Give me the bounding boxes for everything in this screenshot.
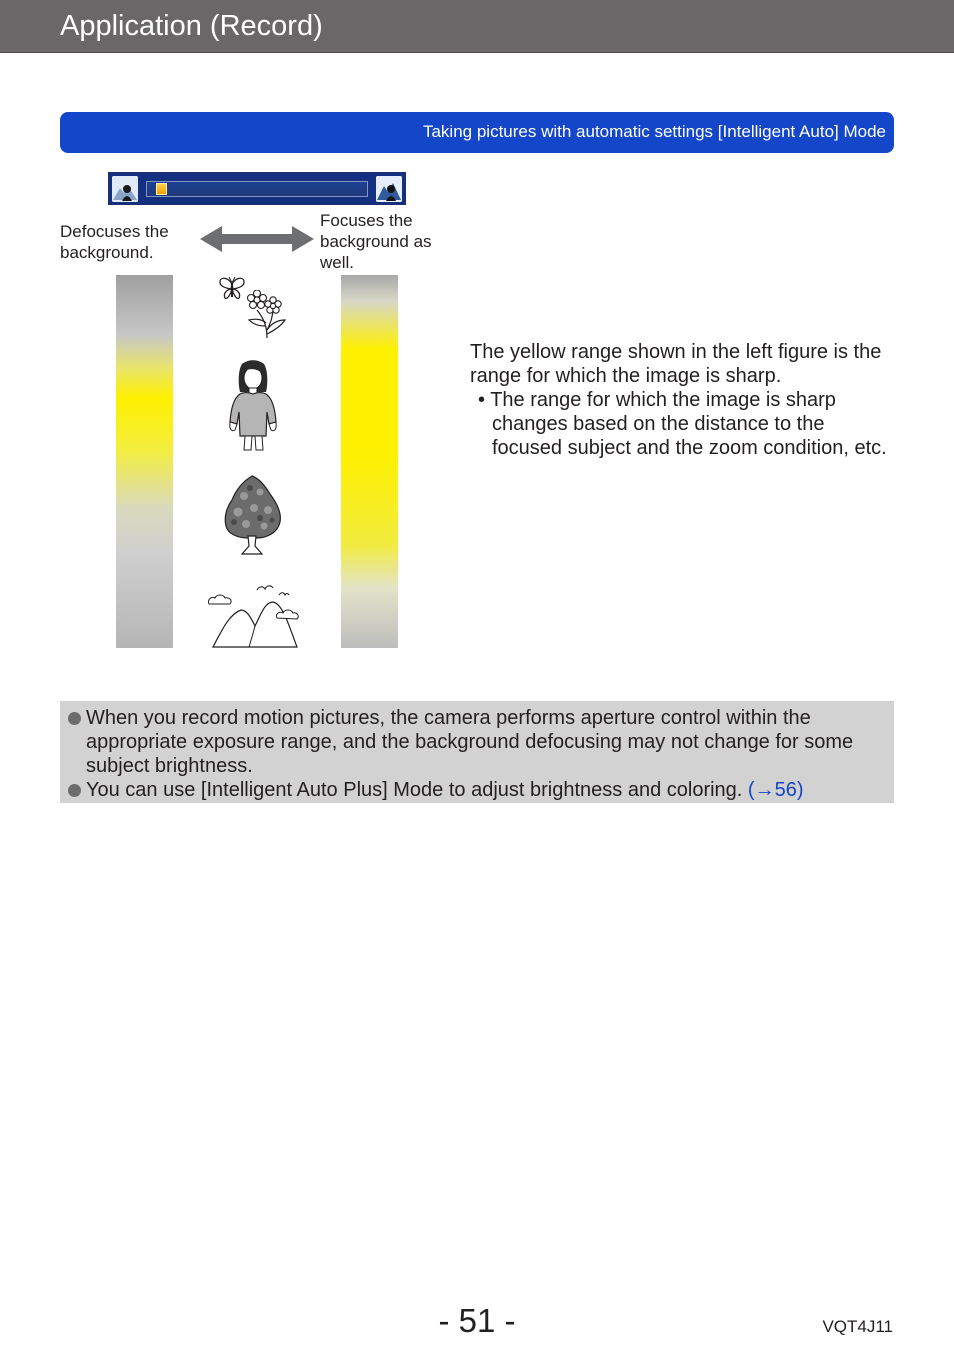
focus-label: Focuses the background as well. <box>320 211 432 272</box>
header-bar <box>0 0 954 53</box>
page-number: - 51 - <box>438 1302 516 1339</box>
woman-icon <box>226 360 280 452</box>
figure-description <box>470 340 890 460</box>
butterfly-icon <box>218 275 246 303</box>
bullet-dot-icon <box>68 712 81 725</box>
notes-box <box>60 701 894 803</box>
page-reference-link[interactable]: (→56) <box>747 779 804 801</box>
defocus-label: Defocuses the background. <box>60 222 169 262</box>
note-item <box>68 778 884 802</box>
description-bullet: • The range for which the image is sharp changes based on the distance to the focused subject and the zoom condition, etc. <box>478 389 887 459</box>
page-title: Application (Record) <box>60 10 323 42</box>
section-banner <box>60 112 894 153</box>
defocus-scene-icon <box>112 176 138 202</box>
slider-knob <box>156 183 167 195</box>
bullet-dot-icon <box>68 784 81 797</box>
section-title: Taking pictures with automatic settings [Intelligent Auto] Mode <box>422 122 886 141</box>
defocus-slider <box>108 172 406 205</box>
note-item <box>68 706 884 778</box>
note-text: When you record motion pictures, the camera performs aperture control within the appropriate exposure range, and the background defocusing may not change for some subject brightness. <box>86 707 854 777</box>
note-text: You can use [Intelligent Auto Plus] Mode to adjust brightness and coloring. <box>86 779 743 801</box>
focus-range-bar <box>341 275 398 648</box>
double-arrow-icon <box>200 224 314 254</box>
defocus-range-bar <box>116 275 173 648</box>
flower-icon <box>243 290 289 340</box>
description-intro: The yellow range shown in the left figure is the range for which the image is sharp. <box>470 341 882 387</box>
slider-track <box>146 181 368 197</box>
focus-scene-icon <box>376 176 402 202</box>
document-code: VQT4J11 <box>822 1317 893 1336</box>
mountain-icon <box>205 580 301 650</box>
tree-icon <box>222 474 282 556</box>
